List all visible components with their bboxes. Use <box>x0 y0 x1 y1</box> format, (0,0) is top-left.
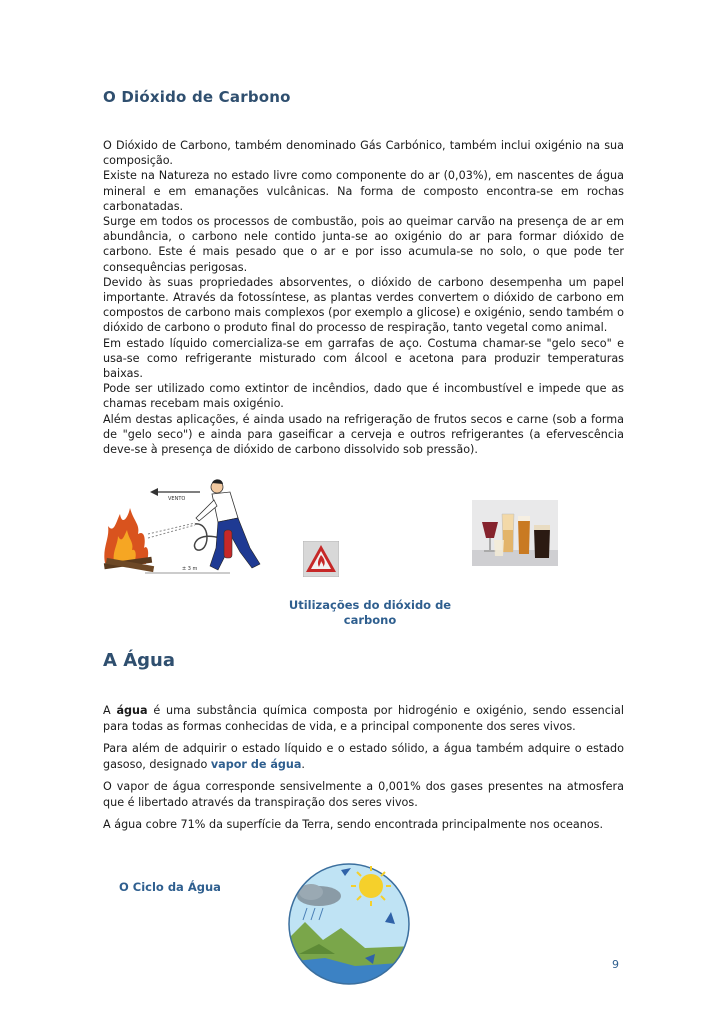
water-text-block <box>103 703 624 839</box>
wind-label: VENTO <box>168 496 186 502</box>
text-run: A <box>103 704 117 717</box>
page-number: 9 <box>612 958 619 971</box>
co2-text-block <box>103 138 624 457</box>
text-run: Para além de adquirir o estado líquido e o estado sólido, a água também adquire o estado gasoso, designado <box>103 742 624 771</box>
text-run: . <box>301 758 305 771</box>
co2-paragraph: Em estado líquido comercializa-se em garrafas de aço. Costuma chamar-se "gelo seco" e usa-se como refrigerante misturado com álcool e acetona para produzir temperaturas baixas. <box>103 336 624 381</box>
section-title-co2: O Dióxido de Carbono <box>103 88 291 106</box>
co2-paragraph: Existe na Natureza no estado livre como componente do ar (0,03%), em nascentes de água mineral e em emanações vulcânicas. Na forma de composto encontra-se em rochas carbonatadas. <box>103 169 624 213</box>
water-paragraph <box>103 741 624 773</box>
figure-caption <box>270 598 470 628</box>
vapor-link[interactable]: vapor de água <box>210 758 302 771</box>
water-cycle-subheading: O Ciclo da Água <box>119 880 221 894</box>
co2-paragraph: Além destas aplicações, é ainda usado na refrigeração de frutos secos e carne (sob a forma de "gelo seco") e ainda para gaseificar a cerveja e outros refrigerantes (a efervescência deve-se à presença de dióxido de carbono dissolvido sob pressão). <box>103 412 624 457</box>
warning-sign-icon <box>303 541 339 577</box>
co2-paragraph: Pode ser utilizado como extintor de incêndios, dado que é incombustível e impede que as chamas recebam mais oxigénio. <box>103 382 624 411</box>
water-paragraph <box>103 703 624 735</box>
text-run: é uma substância química composta por hidrogénio e oxigénio, sendo essencial para todas as formas conhecidas de vida, e a principal componente dos seres vivos. <box>103 704 624 733</box>
caption-line: carbono <box>343 613 397 627</box>
distance-label: ± 3 m <box>182 566 198 572</box>
water-paragraph: A água cobre 71% da superfície da Terra, sendo encontrada principalmente nos oceanos. <box>103 818 604 831</box>
fire-extinguisher-illustration <box>100 478 280 578</box>
bold-term: água <box>116 704 148 717</box>
caption-line: Utilizações do dióxido de <box>288 598 452 612</box>
drinks-photo <box>472 500 558 566</box>
water-paragraph: O vapor de água corresponde sensivelmente a 0,001% dos gases presentes na atmosfera que é libertado através da transpiração dos seres vivos. <box>103 780 624 809</box>
co2-paragraph: Surge em todos os processos de combustão, pois ao queimar carvão na presença de ar em abundância, o carbono nele contido junta-se ao oxigénio do ar para formar dióxido de carbono. Este é mais pesado que o ar e por isso acumula-se no solo, o que pode ter consequências perigosas. <box>103 215 624 274</box>
section-title-water: A Água <box>103 650 175 671</box>
water-cycle-illustration <box>285 862 415 986</box>
co2-paragraph: Devido às suas propriedades absorventes, o dióxido de carbono desempenha um papel importante. Através da fotossíntese, as plantas verdes convertem o dióxido de carbono em compostos de carbono mais complexos (por exemplo a glicose) e oxigénio, sendo também o dióxido de carbono o produto final do processo de respiração, tanto vegetal como animal. <box>103 275 624 335</box>
co2-paragraph: O Dióxido de Carbono, também denominado Gás Carbónico, também inclui oxigénio na sua composição. <box>103 139 624 168</box>
